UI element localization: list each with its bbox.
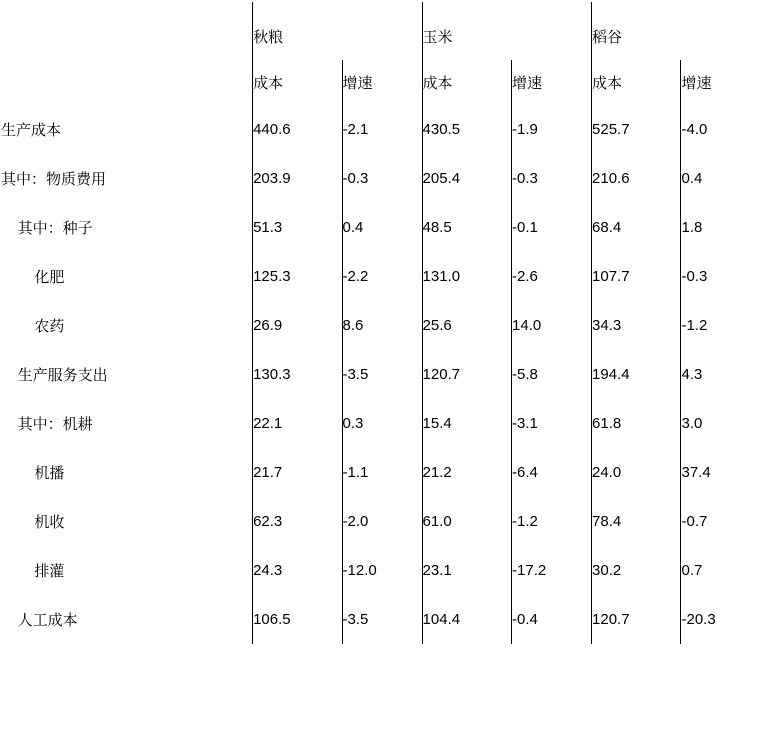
row-value: 130.3 <box>253 350 342 399</box>
row-value: -0.1 <box>512 203 592 252</box>
row-value: -2.0 <box>342 497 422 546</box>
header-sub-daogu-growth: 增速 <box>681 60 761 105</box>
table-row <box>1 546 761 595</box>
rule-cell <box>592 2 681 12</box>
row-value: 125.3 <box>253 252 342 301</box>
row-value: -1.9 <box>512 105 592 154</box>
row-value: 61.8 <box>592 399 681 448</box>
row-value: 34.3 <box>592 301 681 350</box>
row-value: 131.0 <box>422 252 511 301</box>
row-value: 68.4 <box>592 203 681 252</box>
row-value: -17.2 <box>512 546 592 595</box>
row-value: 106.5 <box>253 595 342 644</box>
row-value: 210.6 <box>592 154 681 203</box>
row-value: -0.4 <box>512 595 592 644</box>
row-value: -12.0 <box>342 546 422 595</box>
row-value: 62.3 <box>253 497 342 546</box>
row-value: -2.6 <box>512 252 592 301</box>
header-group-qiuliang: 秋粮 <box>253 12 422 60</box>
row-value: -0.7 <box>681 497 761 546</box>
row-value: 21.7 <box>253 448 342 497</box>
row-value: 0.7 <box>681 546 761 595</box>
header-sub-yumi-cost: 成本 <box>422 60 511 105</box>
header-sub-corner <box>1 60 253 105</box>
table-row <box>1 595 761 644</box>
rule-cell <box>253 2 342 12</box>
row-label: 化肥 <box>1 269 65 286</box>
row-value: -6.4 <box>512 448 592 497</box>
table-row <box>1 448 761 497</box>
row-value: 24.3 <box>253 546 342 595</box>
row-value: 107.7 <box>592 252 681 301</box>
header-group-daogu: 稻谷 <box>592 12 761 60</box>
row-value: 78.4 <box>592 497 681 546</box>
table-container <box>0 2 763 746</box>
row-label: 人工成本 <box>1 612 78 629</box>
row-label: 农药 <box>1 318 65 335</box>
header-sub-daogu-cost: 成本 <box>592 60 681 105</box>
rule-cell <box>681 2 761 12</box>
row-value: 51.3 <box>253 203 342 252</box>
row-value: -5.8 <box>512 350 592 399</box>
table-row <box>1 301 761 350</box>
table-row <box>1 497 761 546</box>
row-value: 203.9 <box>253 154 342 203</box>
row-label: 生产服务支出 <box>1 367 108 384</box>
row-value: 1.8 <box>681 203 761 252</box>
row-value: 22.1 <box>253 399 342 448</box>
row-value: 0.4 <box>681 154 761 203</box>
row-value: -1.2 <box>681 301 761 350</box>
row-label: 其中：物质费用 <box>1 171 107 188</box>
row-value: 430.5 <box>422 105 511 154</box>
header-sub-yumi-growth: 增速 <box>512 60 592 105</box>
row-value: 194.4 <box>592 350 681 399</box>
row-label: 机收 <box>1 514 65 531</box>
row-value: -20.3 <box>681 595 761 644</box>
table-row <box>1 252 761 301</box>
table-row <box>1 350 761 399</box>
header-corner-cell <box>1 12 253 60</box>
header-sub-row <box>1 60 761 105</box>
rule-cell <box>512 2 592 12</box>
cost-table <box>1 2 761 644</box>
row-value: -1.2 <box>512 497 592 546</box>
row-value: -0.3 <box>342 154 422 203</box>
row-label: 生产成本 <box>1 122 62 139</box>
header-sub-qiuliang-cost: 成本 <box>253 60 342 105</box>
rule-cell <box>422 2 511 12</box>
row-value: 61.0 <box>422 497 511 546</box>
row-value: -2.2 <box>342 252 422 301</box>
table-top-rule <box>1 2 761 12</box>
row-value: 24.0 <box>592 448 681 497</box>
row-value: -0.3 <box>512 154 592 203</box>
row-value: 440.6 <box>253 105 342 154</box>
row-value: 104.4 <box>422 595 511 644</box>
rule-cell <box>342 2 422 12</box>
row-value: 37.4 <box>681 448 761 497</box>
row-value: -2.1 <box>342 105 422 154</box>
row-value: 3.0 <box>681 399 761 448</box>
row-value: 30.2 <box>592 546 681 595</box>
header-group-row <box>1 12 761 60</box>
row-value: 120.7 <box>592 595 681 644</box>
header-group-yumi: 玉米 <box>422 12 591 60</box>
row-value: 4.3 <box>681 350 761 399</box>
row-value: -3.1 <box>512 399 592 448</box>
row-value: 0.4 <box>342 203 422 252</box>
row-label: 机播 <box>1 465 65 482</box>
row-value: 8.6 <box>342 301 422 350</box>
row-value: -1.1 <box>342 448 422 497</box>
table-row <box>1 203 761 252</box>
row-value: 120.7 <box>422 350 511 399</box>
table-row <box>1 399 761 448</box>
row-value: 525.7 <box>592 105 681 154</box>
table-row <box>1 154 761 203</box>
row-value: 205.4 <box>422 154 511 203</box>
row-value: 14.0 <box>512 301 592 350</box>
row-label: 排灌 <box>1 563 65 580</box>
row-value: 0.3 <box>342 399 422 448</box>
row-value: -3.5 <box>342 350 422 399</box>
rule-cell <box>1 2 253 12</box>
row-value: 26.9 <box>253 301 342 350</box>
row-value: -0.3 <box>681 252 761 301</box>
row-value: -3.5 <box>342 595 422 644</box>
row-value: 48.5 <box>422 203 511 252</box>
row-value: 23.1 <box>422 546 511 595</box>
table-row <box>1 105 761 154</box>
row-label: 其中：种子 <box>1 220 93 237</box>
row-value: 15.4 <box>422 399 511 448</box>
row-value: 21.2 <box>422 448 511 497</box>
row-label: 其中：机耕 <box>1 416 93 433</box>
header-sub-qiuliang-growth: 增速 <box>342 60 422 105</box>
row-value: -4.0 <box>681 105 761 154</box>
row-value: 25.6 <box>422 301 511 350</box>
